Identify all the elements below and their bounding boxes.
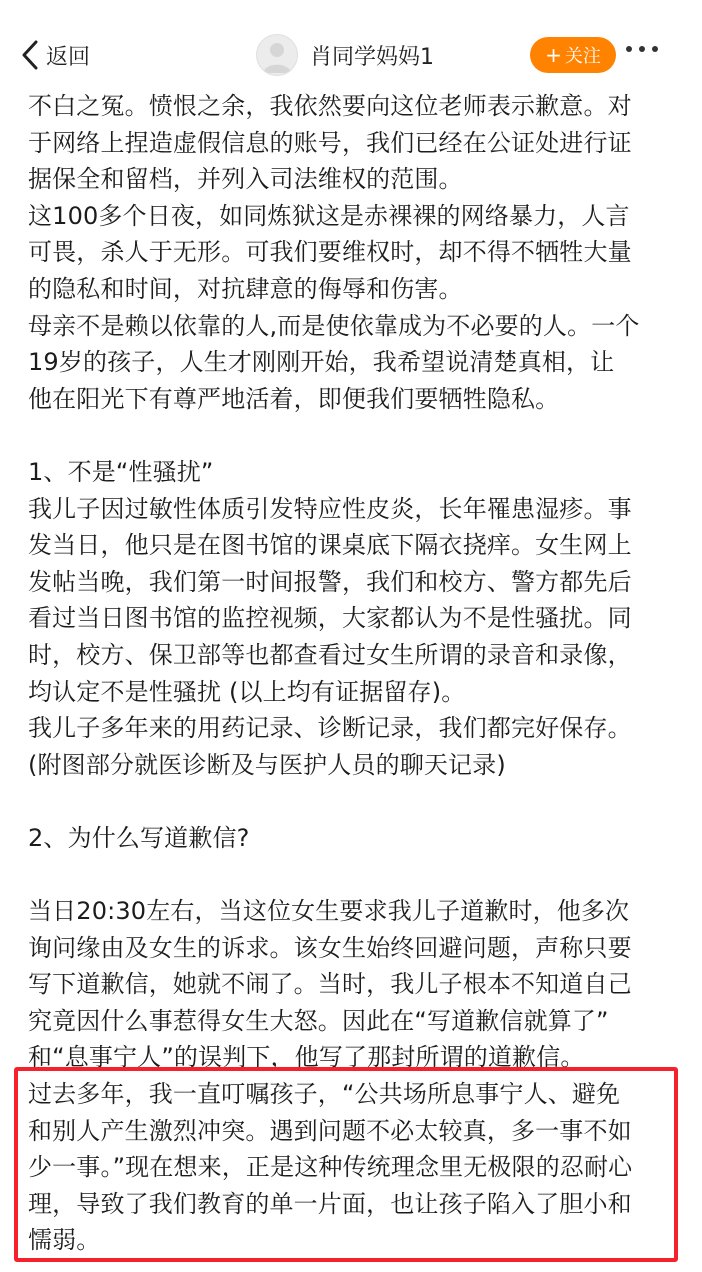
section-heading: 1、不是“性骚扰”	[28, 457, 214, 486]
text-line: 和“息事宁人”的误判下，他写了那封所谓的道歉信。	[28, 1043, 585, 1072]
follow-button[interactable]	[530, 37, 616, 73]
author-name[interactable]: 肖同学妈妈1	[310, 44, 434, 70]
highlighted-text-line: 懦弱。	[28, 1226, 101, 1255]
text-line: 这100多个日夜，如同炼狱这是赤裸裸的网络暴力，人言	[28, 201, 630, 230]
top-navigation-bar	[0, 0, 702, 92]
highlighted-text-line: 理，导致了我们教育的单一片面，也让孩子陷入了胆小和	[28, 1189, 632, 1218]
article-body	[28, 88, 678, 1259]
blank-line	[28, 783, 678, 820]
text-line: 19岁的孩子，人生才刚刚开始，我希望说清楚真相，让	[28, 348, 615, 377]
chevron-left-icon	[22, 40, 38, 70]
text-line: 询问缘由及女生的诉求。该女生始终回避问题，声称只要	[28, 933, 632, 962]
avatar[interactable]	[256, 34, 298, 76]
back-button[interactable]	[22, 33, 90, 77]
blank-line	[28, 856, 678, 893]
back-label: 返回	[46, 44, 91, 70]
more-dot-icon	[639, 46, 645, 52]
section-heading: 2、为什么写道歉信?	[28, 823, 250, 852]
text-line: 当日20:30左右，当这位女生要求我儿子道歉时，他多次	[28, 897, 630, 926]
text-line: 母亲不是赖以依靠的人,而是使依靠成为不必要的人。一个	[28, 311, 640, 340]
text-line: 看过当日图书馆的监控视频，大家都认为不是性骚扰。同	[28, 604, 632, 633]
text-line: 不白之冤。愤恨之余，我依然要向这位老师表示歉意。对	[28, 92, 632, 120]
follow-label: 关注	[564, 46, 601, 67]
highlighted-text-line: 过去多年，我一直叮嘱孩子，“公共场所息事宁人、避免	[28, 1080, 621, 1109]
highlighted-text-line: 少一事。”现在想来，正是这种传统理念里无极限的忍耐心	[28, 1153, 633, 1182]
text-line: 均认定不是性骚扰 (以上均有证据留存)。	[28, 677, 466, 706]
highlighted-text-line: 和别人产生激烈冲突。遇到问题不必太较真，多一事不如	[28, 1116, 632, 1145]
text-line: 时，校方、保卫部等也都查看过女生所谓的录音和录像，	[28, 640, 632, 669]
text-line: 我儿子因过敏性体质引发特应性皮炎，长年罹患湿疹。事	[28, 494, 632, 523]
blank-line	[28, 417, 678, 454]
text-line: 他在阳光下有尊严地活着，即便我们要牺牲隐私。	[28, 384, 560, 413]
text-line: 究竟因什么事惹得女生大怒。因此在“写道歉信就算了”	[28, 1006, 609, 1035]
text-line: 发帖当晚，我们第一时间报警，我们和校方、警方都先后	[28, 567, 632, 596]
more-options-button[interactable]	[626, 46, 658, 52]
text-line: 我儿子多年来的用药记录、诊断记录，我们都完好保存。	[28, 714, 632, 743]
text-line: 可畏，杀人于无形。可我们要维权时，却不得不牺牲大量	[28, 238, 632, 267]
more-dot-icon	[652, 46, 658, 52]
text-line: 据保全和留档，并列入司法维权的范围。	[28, 165, 463, 194]
text-line: (附图部分就医诊断及与医护人员的聊天记录)	[28, 750, 506, 779]
plus-icon: +	[545, 43, 562, 67]
text-line: 于网络上捏造虚假信息的账号，我们已经在公证处进行证	[28, 128, 632, 157]
text-line: 写下道歉信，她就不闹了。当时，我儿子根本不知道自己	[28, 970, 632, 999]
more-dot-icon	[626, 46, 632, 52]
text-line: 发当日，他只是在图书馆的课桌底下隔衣挠痒。女生网上	[28, 531, 632, 560]
text-line: 的隐私和时间，对抗肆意的侮辱和伤害。	[28, 274, 463, 303]
author-info[interactable]	[256, 33, 434, 77]
